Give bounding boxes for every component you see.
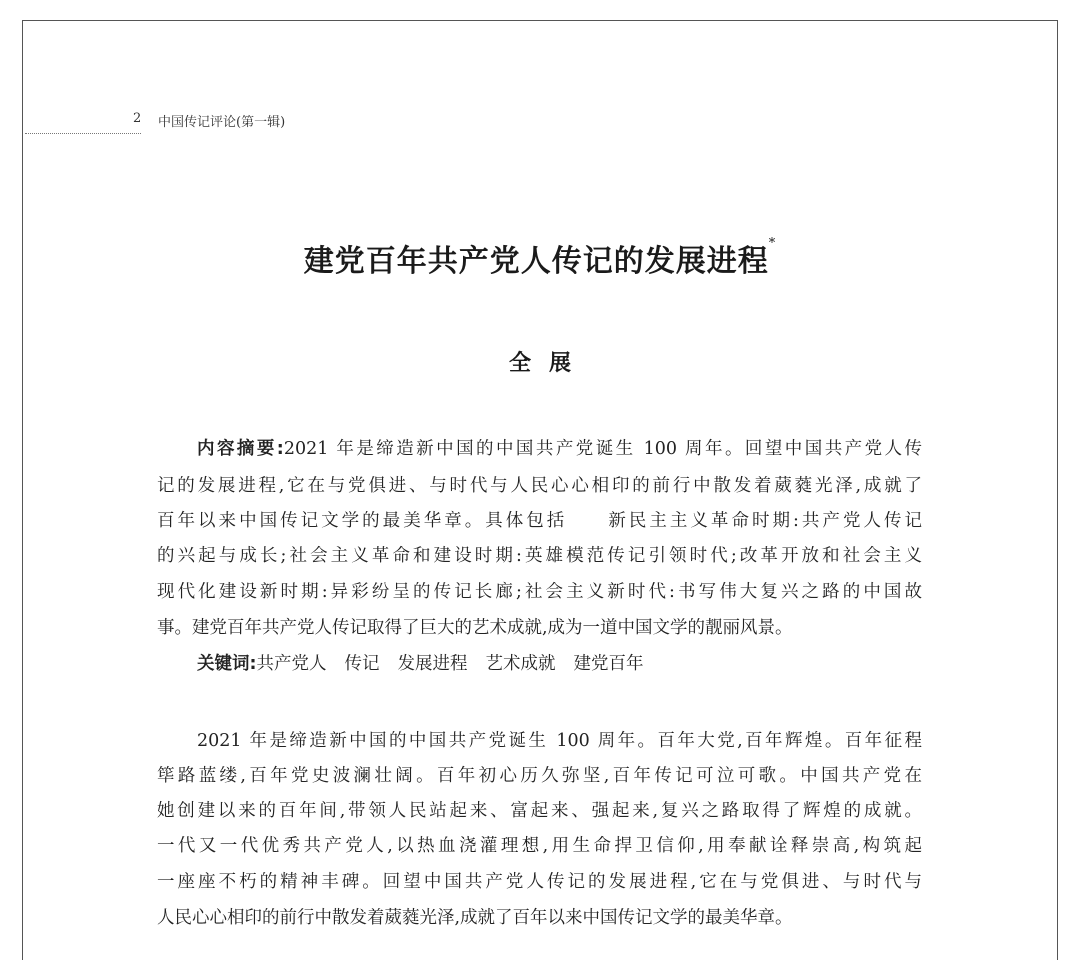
page-number: 2 xyxy=(133,111,142,126)
body-line: 筚路蓝缕,百年党史波澜壮阔。百年初心历久弥坚,百年传记可泣可歌。中国共产党在 xyxy=(157,766,922,786)
keyword: 共产党人 xyxy=(256,654,327,674)
body-line: 她创建以来的百年间,带领人民站起来、富起来、强起来,复兴之路取得了辉煌的成就。 xyxy=(157,801,922,821)
abstract-line xyxy=(197,437,922,461)
abstract-text: 2021 年是缔造新中国的中国共产党诞生 100 周年。回望中国共产党人传 xyxy=(283,439,923,459)
abstract-line: 百年以来中国传记文学的最美华章。具体包括 新民主主义革命时期:共产党人传记 xyxy=(157,511,922,531)
abstract-line: 事。建党百年共产党人传记取得了巨大的艺术成就,成为一道中国文学的靓丽风景。 xyxy=(157,618,793,638)
keywords-label: 关键词: xyxy=(197,654,257,674)
abstract-line: 记的发展进程,它在与党俱进、与时代与人民心心相印的前行中散发着葳蕤光泽,成就了 xyxy=(157,476,922,496)
title-footnote-mark: * xyxy=(768,236,777,251)
abstract-label: 内容摘要: xyxy=(197,439,284,459)
journal-title: 中国传记评论(第一辑) xyxy=(158,115,286,130)
author: 全展 xyxy=(508,350,589,376)
body-line: 2021 年是缔造新中国的中国共产党诞生 100 周年。百年大党,百年辉煌。百年征程 xyxy=(197,731,922,751)
article-title xyxy=(0,236,1080,280)
title-text: 建党百年共产党人传记的发展进程 xyxy=(303,244,769,279)
header-dotted-rule xyxy=(25,133,141,134)
keyword: 艺术成就 xyxy=(485,654,556,674)
keyword: 建党百年 xyxy=(573,654,644,674)
keyword: 传记 xyxy=(344,654,380,674)
body-line: 人民心心相印的前行中散发着葳蕤光泽,成就了百年以来中国传记文学的最美华章。 xyxy=(157,908,793,928)
body-line: 一座座不朽的精神丰碑。回望中国共产党人传记的发展进程,它在与党俱进、与时代与 xyxy=(157,872,922,892)
abstract-line: 现代化建设新时期:异彩纷呈的传记长廊;社会主义新时代:书写伟大复兴之路的中国故 xyxy=(157,582,922,602)
keywords xyxy=(197,652,922,676)
keyword: 发展进程 xyxy=(397,654,468,674)
body-line: 一代又一代优秀共产党人,以热血浇灌理想,用生命捍卫信仰,用奉献诠释崇高,构筑起 xyxy=(157,836,922,856)
abstract-line: 的兴起与成长;社会主义革命和建设时期:英雄模范传记引领时代;改革开放和社会主义 xyxy=(157,546,922,566)
